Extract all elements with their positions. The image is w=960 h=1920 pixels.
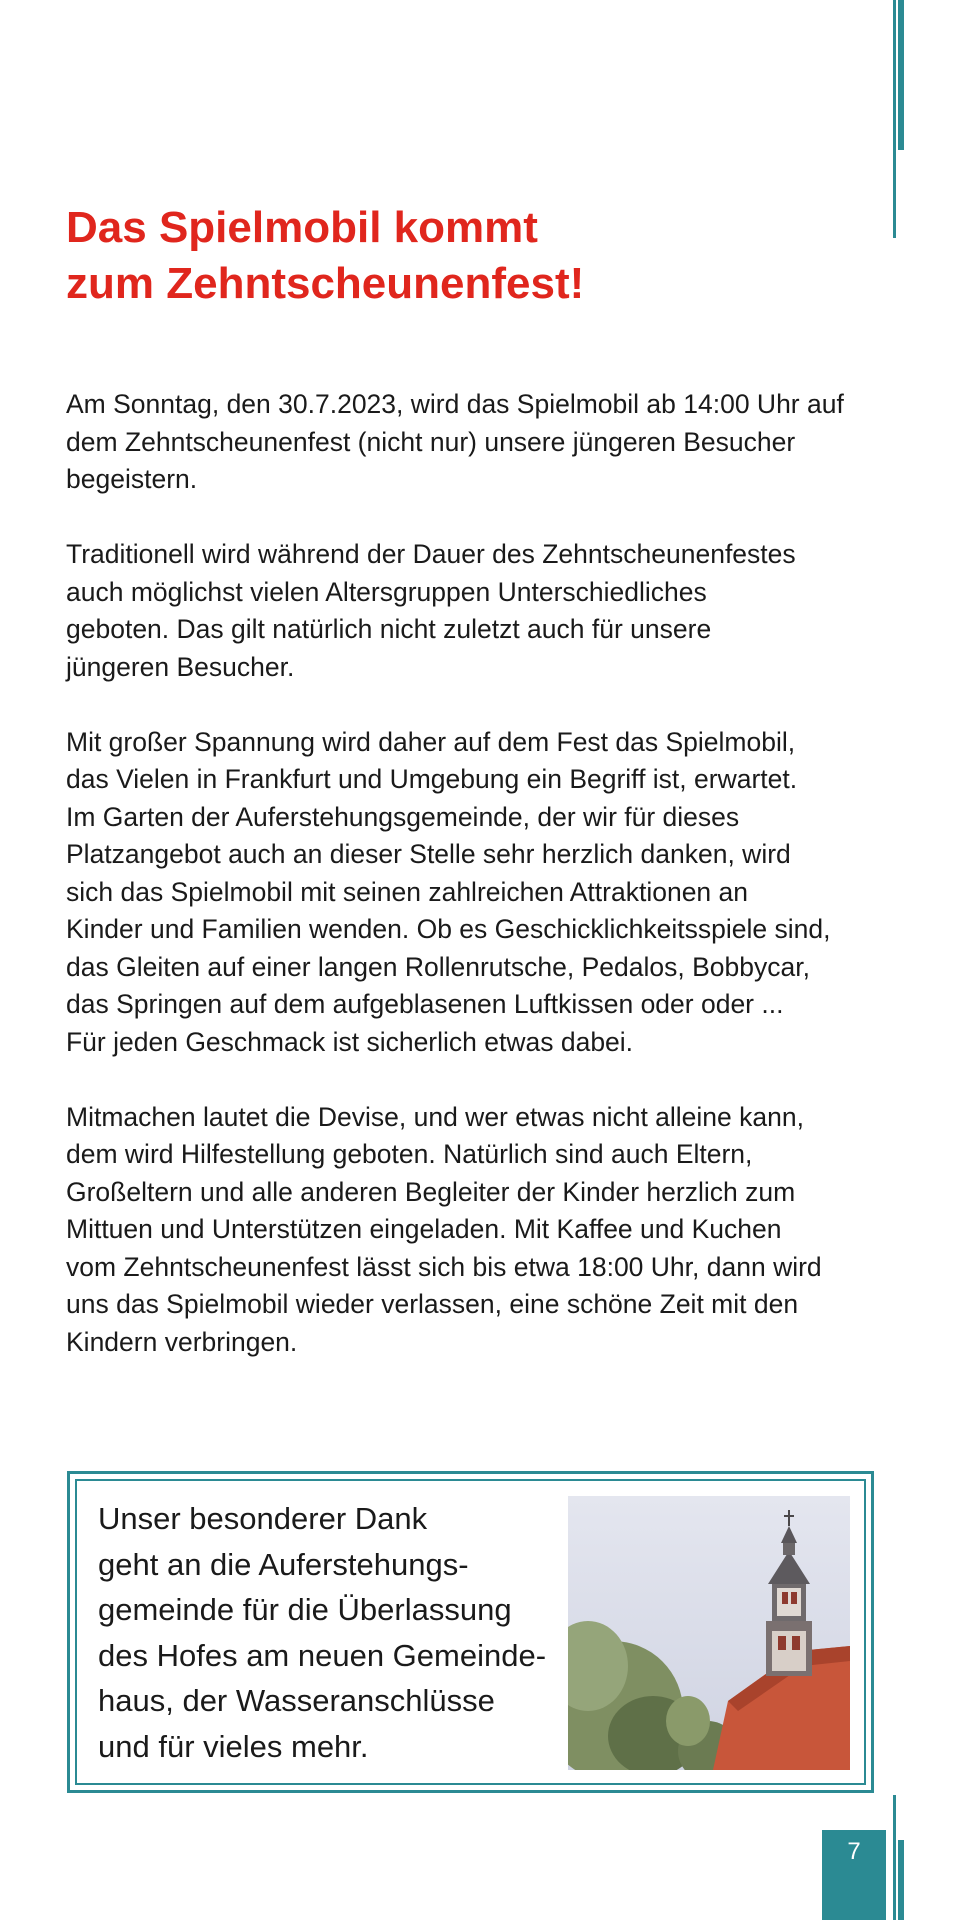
text-line: Platzangebot auch an dieser Stelle sehr herzlich danken, wird bbox=[66, 839, 791, 869]
paragraph bbox=[66, 386, 886, 499]
text-line: geboten. Das gilt natürlich nicht zuletzt auch für unsere bbox=[66, 614, 712, 644]
thanks-line: Unser besonderer Dank bbox=[98, 1501, 428, 1536]
text-line: uns das Spielmobil wieder verlassen, eine schöne Zeit mit den bbox=[66, 1289, 799, 1319]
text-line: Großeltern und alle anderen Begleiter der Kinder herzlich zum bbox=[66, 1176, 796, 1207]
church-tower-photo bbox=[568, 1496, 850, 1770]
text-line: Kinder und Familien wenden. Ob es Geschicklichkeitsspiele sind, bbox=[66, 914, 831, 944]
title-line: zum Zehntscheunenfest! bbox=[66, 259, 585, 308]
text-line: Mitmachen lautet die Devise, und wer etwas nicht alleine kann, bbox=[66, 1101, 804, 1132]
text-line: begeistern. bbox=[66, 464, 198, 494]
text-line: vom Zehntscheunenfest lässt sich bis etwa 18:00 Uhr, dann wird bbox=[66, 1251, 822, 1282]
thanks-line: haus, der Wasseranschlüsse bbox=[98, 1683, 495, 1718]
text-line: dem Zehntscheunenfest (nicht nur) unsere jüngeren Besucher bbox=[66, 426, 796, 457]
page-number-box bbox=[822, 1830, 886, 1920]
decorative-rule-top-thin bbox=[893, 0, 896, 238]
text-line: dem wird Hilfestellung geboten. Natürlich sind auch Eltern, bbox=[66, 1139, 753, 1169]
text-line: das Springen auf dem aufgeblasenen Luftkissen oder oder ... bbox=[66, 989, 784, 1019]
text-line: Mit großer Spannung wird daher auf dem Fest das Spielmobil, bbox=[66, 726, 796, 757]
title-line: Das Spielmobil kommt bbox=[66, 203, 538, 252]
text-line: Traditionell wird während der Dauer des Zehntscheunenfestes bbox=[66, 539, 796, 569]
paragraph bbox=[66, 724, 886, 1062]
text-line: Am Sonntag, den 30.7.2023, wird das Spielmobil ab 14:00 Uhr auf bbox=[66, 389, 844, 419]
paragraph bbox=[66, 536, 886, 686]
text-line: Mittuen und Unterstützen eingeladen. Mit Kaffee und Kuchen bbox=[66, 1214, 782, 1244]
thanks-line: und für vieles mehr. bbox=[98, 1728, 369, 1764]
text-line: Für jeden Geschmack ist sicherlich etwas dabei. bbox=[66, 1026, 634, 1057]
decorative-rule-bottom-thick bbox=[898, 1840, 904, 1920]
thanks-line: geht an die Auferstehungs- bbox=[98, 1546, 469, 1582]
page-number: 7 bbox=[847, 1838, 861, 1865]
thanks-text bbox=[98, 1496, 568, 1769]
page-title bbox=[66, 200, 846, 312]
text-line: auch möglichst vielen Altersgruppen Unterschiedliches bbox=[66, 576, 707, 607]
article-body bbox=[66, 386, 886, 1399]
text-line: Kindern verbringen. bbox=[66, 1326, 298, 1357]
decorative-rule-top-thick bbox=[898, 0, 904, 150]
text-line: jüngeren Besucher. bbox=[66, 651, 295, 682]
text-line: sich das Spielmobil mit seinen zahlreichen Attraktionen an bbox=[66, 876, 749, 907]
paragraph bbox=[66, 1099, 886, 1362]
decorative-rule-bottom-thin bbox=[893, 1795, 896, 1920]
text-line: das Vielen in Frankfurt und Umgebung ein Begriff ist, erwartet. bbox=[66, 764, 798, 794]
thanks-line: des Hofes am neuen Gemeinde- bbox=[98, 1637, 547, 1673]
text-line: Im Garten der Auferstehungsgemeinde, der wir für dieses bbox=[66, 801, 740, 832]
text-line: das Gleiten auf einer langen Rollenrutsche, Pedalos, Bobbycar, bbox=[66, 951, 810, 982]
thanks-line: gemeinde für die Überlassung bbox=[98, 1592, 512, 1627]
